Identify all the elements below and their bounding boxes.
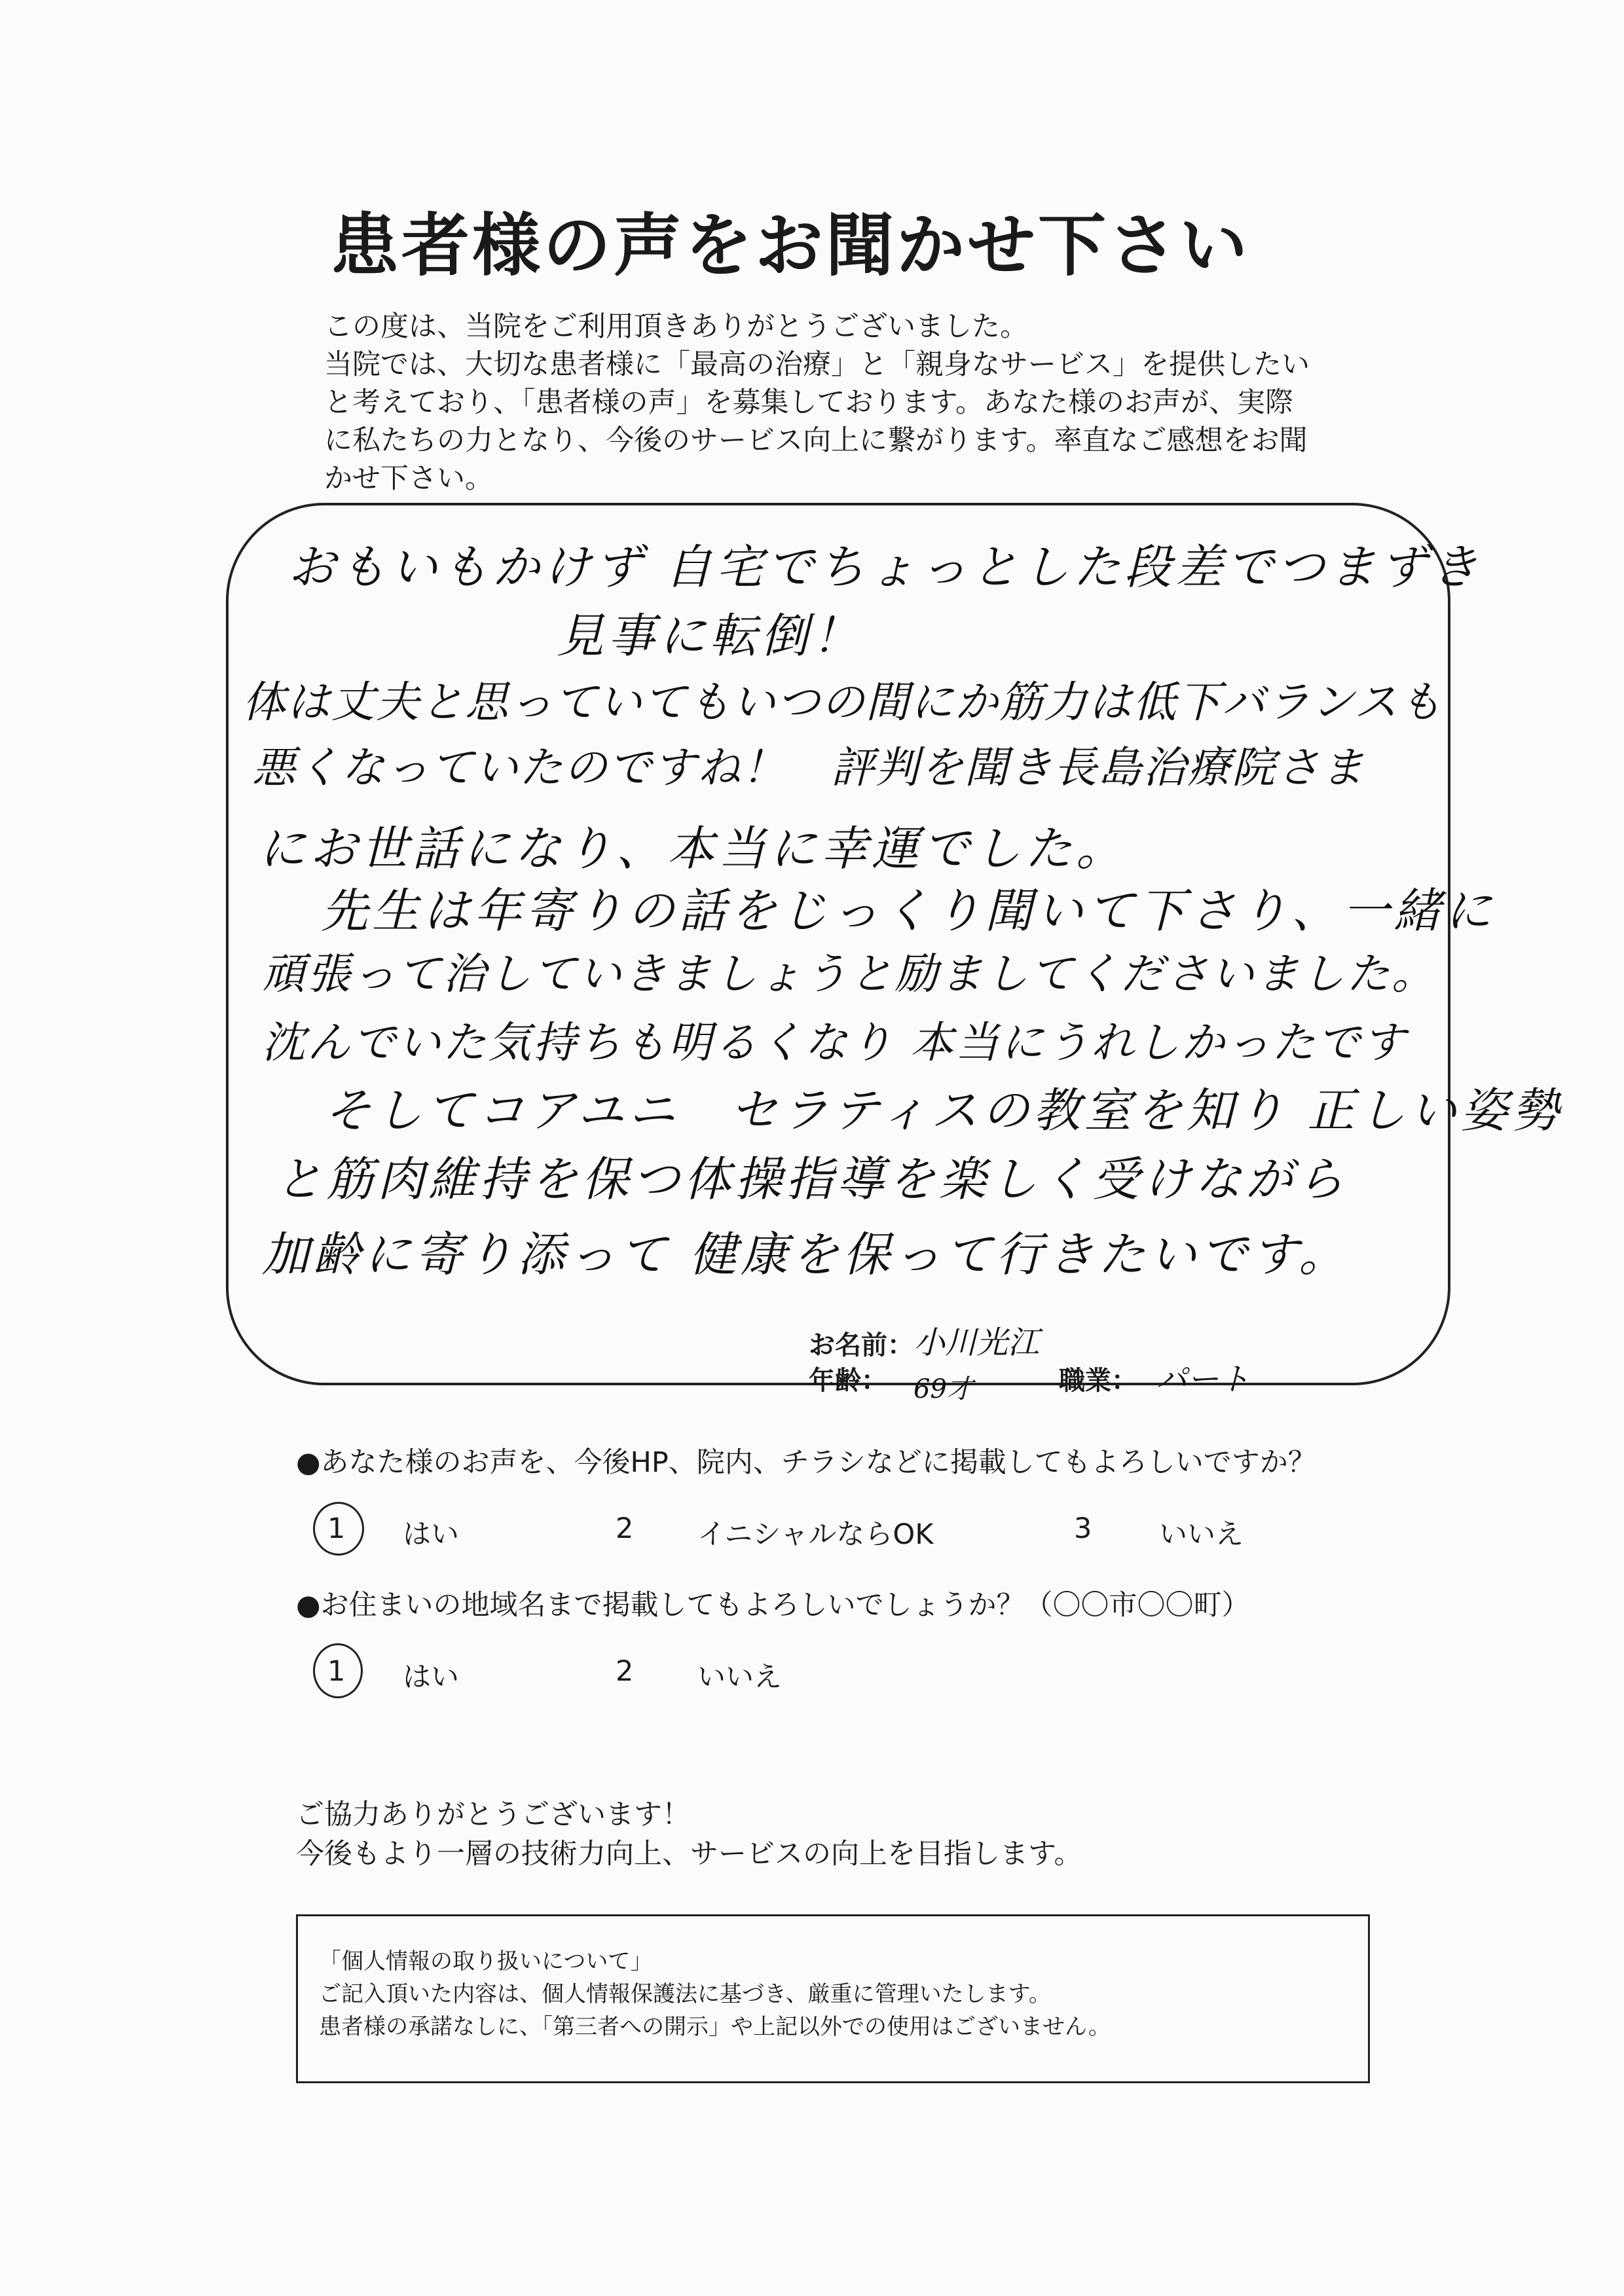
handwritten-line: 先生は年寄りの話をじっくり聞いて下さり、一緒に [321,883,1496,938]
form-title: 患者様の声をお聞かせ下さい [331,206,1251,285]
handwritten-line: そしてコアユニ セラティスの教室を知り 正しい姿勢 [324,1083,1563,1138]
intro-line: この度は、当院をご利用頂きありがとうございました。 [324,310,1028,343]
privacy-heading: 「個人情報の取り扱いについて」 [319,1948,653,1975]
intro-line: に私たちの力となり、今後のサービス向上に繋がります。率直なご感想をお聞 [324,424,1308,457]
age-value: 69才 [913,1374,973,1404]
name-value: 小川光江 [913,1324,1040,1361]
job-label: 職業： [1059,1366,1137,1396]
thanks-text [296,1795,1082,1874]
handwritten-line: 沈んでいた気持ちも明るくなり 本当にうれしかったです [262,1017,1407,1068]
handwritten-line: 頑張って治していきましょうと励ましてくださいました。 [262,949,1437,999]
handwritten-line: 悪くなっていたのですね！ 評判を聞き長島治療院さま [252,742,1365,793]
age-label: 年齢： [809,1366,887,1396]
intro-text [324,308,1398,498]
question-publish: ●あなた様のお声を、今後HP、院内、チラシなどに掲載してもよろしいですか？ [296,1446,1316,1479]
option-number[interactable]: 1 [327,1655,346,1688]
privacy-line: ご記入頂いた内容は、個人情報保護法に基づき、厳重に管理いたします。 [319,1981,1051,2007]
name-label: お名前： [809,1330,913,1360]
handwritten-line: 体は丈夫と思っていてもいつの間にか筋力は低下バランスも [242,677,1444,727]
privacy-line: 患者様の承諾なしに、「第三者への開示」や上記以外での使用はございません。 [319,2014,1111,2040]
option-number[interactable]: 2 [616,1512,634,1545]
thanks-line: 今後もより一層の技術力向上、サービスの向上を目指します。 [296,1838,1082,1870]
handwritten-line: おもいもかけず 自宅でちょっとした段差でつまずき [288,539,1482,594]
option-label[interactable]: いいえ [1159,1518,1244,1551]
intro-line: かせ下さい。 [324,462,493,495]
intro-line: と考えており、「患者様の声」を募集しております。あなた様のお声が、実際 [324,386,1294,419]
handwritten-line: と筋肉維持を保つ体操指導を楽しく受けながら [275,1152,1348,1207]
job-value: パート [1156,1361,1251,1398]
handwritten-line: にお世話になり、本当に幸運でした。 [259,821,1128,876]
handwritten-line: 加齢に寄り添って 健康を保って行きたいです。 [262,1227,1350,1282]
intro-line: 当院では、大切な患者様に「最高の治療」と「親身なサービス」を提供したい [324,348,1310,381]
question-area: ●お住まいの地域名まで掲載してもよろしいでしょうか？（〇〇市〇〇町） [296,1589,1250,1622]
option-label[interactable]: いいえ [697,1661,782,1694]
option-number[interactable]: 3 [1074,1512,1092,1545]
option-label[interactable]: イニシャルならOK [697,1518,934,1551]
option-label[interactable]: はい [403,1518,459,1551]
option-number[interactable]: 2 [616,1655,634,1688]
privacy-notice [296,1914,1370,2083]
handwritten-line: 見事に転倒！ [557,608,864,663]
option-number[interactable]: 1 [327,1512,346,1545]
option-label[interactable]: はい [403,1661,459,1694]
thanks-line: ご協力ありがとうございます！ [296,1798,690,1831]
